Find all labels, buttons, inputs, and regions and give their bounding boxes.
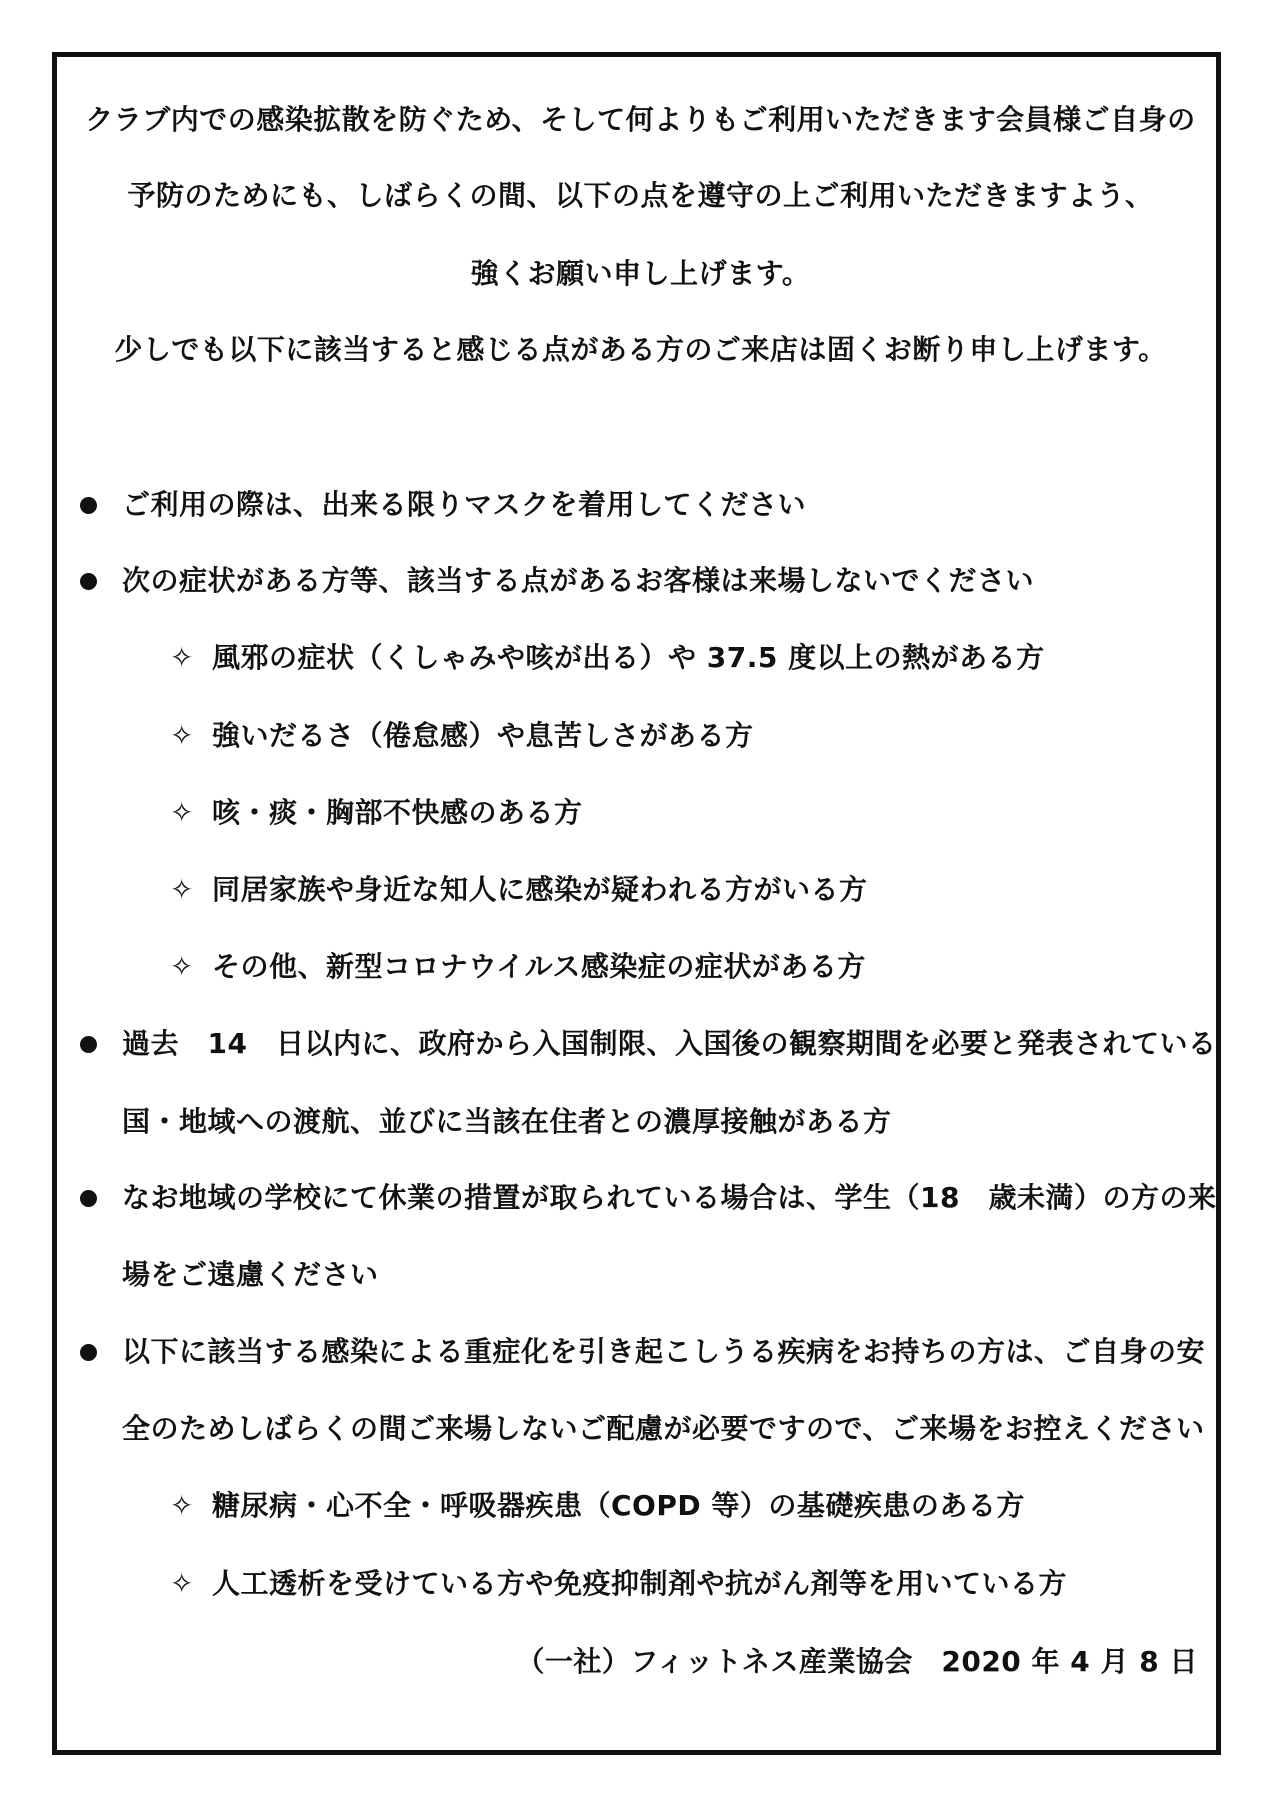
bullet-dot (80, 497, 97, 514)
bullet-3-text-line-2: 国・地域への渡航、並びに当該在住者との濃厚接触がある方 (122, 1105, 892, 1138)
bullet-dot (80, 1036, 97, 1053)
symptom-item: 咳・痰・胸部不快感のある方 (212, 796, 583, 829)
bullet-4-text-line-1: なお地域の学校にて休業の措置が取られている場合は、学生（18 歳未満）の方の来 (122, 1181, 1217, 1214)
bullet-5-text-line-2: 全のためしばらくの間ご来場しないご配慮が必要ですので、ご来場をお控えください (122, 1412, 1205, 1445)
bullet-4-text-line-2: 場をご遠慮ください (122, 1258, 379, 1291)
sparkle-icon: ✧ (170, 1489, 194, 1522)
bullet-1-text: ご利用の際は、出来る限りマスクを着用してください (122, 488, 807, 521)
condition-item: 糖尿病・心不全・呼吸器疾患（COPD 等）の基礎疾患のある方 (212, 1489, 1025, 1522)
bullet-2-text: 次の症状がある方等、該当する点があるお客様は来場しないでください (122, 564, 1035, 597)
issuer-date: （一社）フィットネス産業協会 2020 年 4 月 8 日 (516, 1645, 1198, 1678)
bullet-3-text-line-1: 過去 14 日以内に、政府から入国制限、入国後の観察期間を必要と発表されている (122, 1027, 1217, 1060)
bullet-dot (80, 573, 97, 590)
sparkle-icon: ✧ (170, 719, 194, 752)
symptom-item: 同居家族や身近な知人に感染が疑われる方がいる方 (212, 873, 868, 906)
intro-line-3: 強くお願い申し上げます。 (470, 257, 811, 290)
bullet-5-text-line-1: 以下に該当する感染による重症化を引き起こしうる疾病をお持ちの方は、ご自身の安 (122, 1335, 1206, 1368)
sparkle-icon: ✧ (170, 641, 194, 674)
symptom-item: 風邪の症状（くしゃみや咳が出る）や 37.5 度以上の熱がある方 (212, 641, 1045, 674)
sparkle-icon: ✧ (170, 1567, 194, 1600)
intro-line-2: 予防のためにも、しばらくの間、以下の点を遵守の上ご利用いただきますよう、 (127, 179, 1154, 212)
sparkle-icon: ✧ (170, 950, 194, 983)
sparkle-icon: ✧ (170, 796, 194, 829)
bullet-dot (80, 1190, 97, 1207)
intro-line-1: クラブ内での感染拡散を防ぐため、そして何よりもご利用いただきます会員様ご自身の (85, 103, 1196, 136)
intro-line-4: 少しでも以下に該当すると感じる点がある方のご来店は固くお断り申し上げます。 (114, 333, 1167, 366)
symptom-item: 強いだるさ（倦怠感）や息苦しさがある方 (212, 719, 754, 752)
bullet-dot (80, 1344, 97, 1361)
condition-item: 人工透析を受けている方や免疫抑制剤や抗がん剤等を用いている方 (212, 1567, 1068, 1600)
symptom-item: その他、新型コロナウイルス感染症の症状がある方 (212, 950, 866, 983)
sparkle-icon: ✧ (170, 873, 194, 906)
